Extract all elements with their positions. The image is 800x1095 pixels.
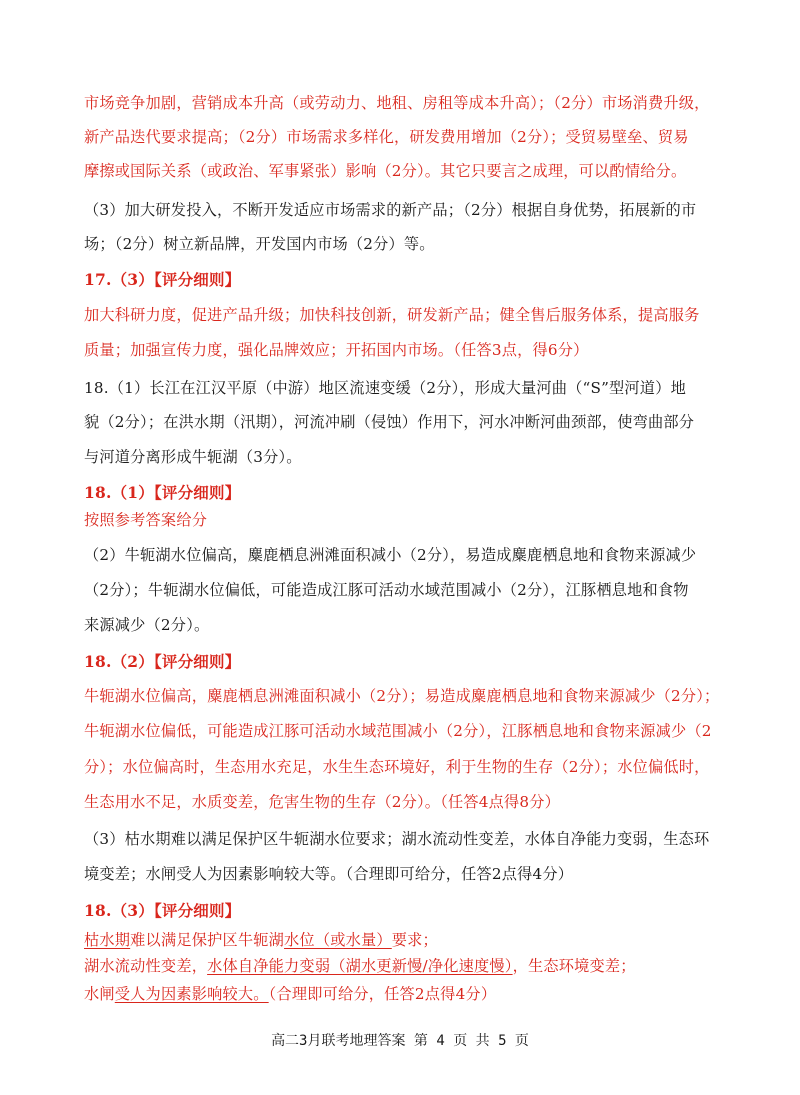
text-line: 市场竞争加剧，营销成本升高（或劳动力、地租、房租等成本升高）；（2分）市场消费升级， bbox=[84, 94, 710, 112]
page-footer: 高二3月联考地理答案 第 4 页 共 5 页 bbox=[271, 1033, 529, 1049]
text-line: 新产品迭代要求提高；（2分）市场需求多样化，研发费用增加（2分）；受贸易壁垒、贸易 bbox=[84, 128, 689, 146]
text-line: （2）牛轭湖水位偏高，麋鹿栖息洲滩面积减小（2分），易造成麋鹿栖息地和食物来源减少 bbox=[84, 546, 697, 564]
text-line: 分）；水位偏高时，生态用水充足，水生生态环境好，利于生物的生存（2分）；水位偏低时， bbox=[84, 758, 710, 776]
text-line: 按照参考答案给分 bbox=[84, 511, 208, 529]
underlined-key-point: 水位（或水量） bbox=[284, 931, 392, 949]
text-line: 18.（1）长江在江汉平原（中游）地区流速变缓（2分），形成大量河曲（“S”型河道）地 bbox=[84, 379, 686, 397]
text-line: 貌（2分）；在洪水期（汛期），河流冲刷（侵蚀）作用下，河水冲断河曲颈部，使弯曲部分 bbox=[84, 413, 695, 431]
section-heading-17-3: 17.（3）【评分细则】 bbox=[84, 270, 241, 289]
text-line: 牛轭湖水位偏高，麋鹿栖息洲滩面积减小（2分）；易造成麋鹿栖息地和食物来源减少（2分）； bbox=[84, 687, 720, 705]
text-line: 湖水流动性变差，水体自净能力变弱（湖水更新慢/净化速度慢），生态环境变差； bbox=[84, 957, 636, 975]
text-line: 水闸受人为因素影响较大。（合理即可给分，任答2点得4分） bbox=[84, 985, 497, 1003]
text-line: （2分）；牛轭湖水位偏低，可能造成江豚可活动水域范围减小（2分），江豚栖息地和食物 bbox=[84, 581, 689, 599]
text-line: （3）枯水期难以满足保护区牛轭湖水位要求；湖水流动性变差，水体自净能力变弱，生态环 bbox=[84, 830, 710, 848]
text-line: 加大科研力度，促进产品升级；加快科技创新，研发新产品；健全售后服务体系，提高服务 bbox=[84, 306, 700, 324]
section-heading-18-2: 18.（2）【评分细则】 bbox=[84, 652, 241, 671]
text-line: 来源减少（2分）。 bbox=[84, 616, 210, 634]
text-line: 境变差；水闸受人为因素影响较大等。（合理即可给分，任答2点得4分） bbox=[84, 865, 574, 883]
text-line: 牛轭湖水位偏低，可能造成江豚可活动水域范围减小（2分），江豚栖息地和食物来源减少（2 bbox=[84, 722, 712, 740]
section-heading-18-1: 18.（1）【评分细则】 bbox=[84, 483, 241, 502]
text-line: 枯水期难以满足保护区牛轭湖水位（或水量）要求； bbox=[84, 931, 438, 949]
text-line: 与河道分离形成牛轭湖（3分）。 bbox=[84, 448, 302, 466]
text-line: 摩擦或国际关系（或政治、军事紧张）影响（2分）。其它只要言之成理，可以酌情给分。 bbox=[84, 162, 687, 180]
underlined-key-point: 水体自净能力变弱（湖水更新慢/净化速度慢） bbox=[207, 957, 513, 975]
text-line: 质量；加强宣传力度，强化品牌效应；开拓国内市场。（任答3点，得6分） bbox=[84, 341, 589, 359]
text-line: （3）加大研发投入，不断开发适应市场需求的新产品；（2分）根据自身优势，拓展新的市 bbox=[84, 201, 697, 219]
text-line: 场；（2分）树立新品牌，开发国内市场（2分）等。 bbox=[84, 235, 435, 253]
underlined-key-point: 受人为因素影响较大。 bbox=[114, 985, 269, 1003]
underlined-key-point: 枯水期 bbox=[84, 931, 131, 949]
text-line: 生态用水不足，水质变差，危害生物的生存（2分）。（任答4点得8分） bbox=[84, 793, 561, 811]
section-heading-18-3: 18.（3）【评分细则】 bbox=[84, 901, 241, 920]
